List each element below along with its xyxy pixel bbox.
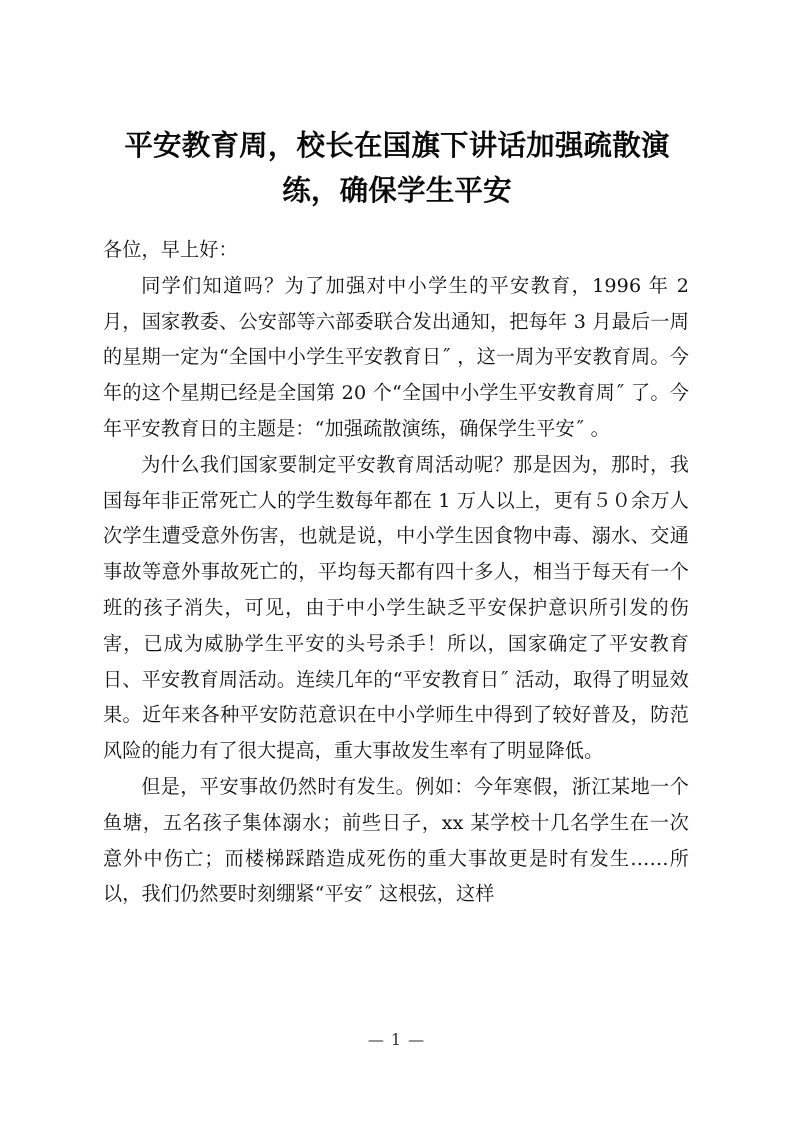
document-body: [103, 232, 689, 912]
paragraph-3: 但是，平安事故仍然时有发生。例如：今年寒假，浙江某地一个鱼塘，五名孩子集体溺水；前些日子，xx 某学校十几名学生在一次意外中伤亡；而楼梯踩踏造成死伤的重大事故更是时有发生……所以，我们仍然要时刻绷紧“平安˝ 这根弦，这样: [103, 774, 689, 906]
page-number-footer: — 1 —: [367, 1030, 426, 1049]
paragraph-2: 为什么我们国家要制定平安教育周活动呢？那是因为，那时，我国每年非正常死亡人的学生数每年都在 1 万人以上，更有５０余万人次学生遭受意外伤害，也就是说，中小学生因食物中毒、溺水、交通事故等意外事故死亡的，平均每天都有四十多人，相当于每天有一个班的孩子消失，可见，由于中小学生缺乏平安保护意识所引发的伤害，已成为威胁学生平安的头号杀手！所以，国家确定了平安教育日、平安教育周活动。连续几年的“平安教育日˝ 活动，取得了明显效果。近年来各种平安防范意识在中小学师生中得到了较好普及，防范风险的能力有了很大提高，重大事故发生率有了明显降低。: [103, 452, 689, 763]
paragraph-greeting: 各位，早上好：: [103, 238, 238, 261]
paragraph-1: 同学们知道吗？为了加强对中小学生的平安教育，1996 年 2 月，国家教委、公安部等六部委联合发出通知，把每年 3 月最后一周的星期一定为“全国中小学生平安教育日˝ ，这一周为平安教育周。今年的这个星期已经是全国第 20 个“全国中小学生平安教育周˝ 了。今年平安教育日的主题是：“加强疏散演练，确保学生平安˝ 。: [103, 273, 689, 440]
page-title: 平安教育周，校长在国旗下讲话加强疏散演练，确保学生平安: [124, 129, 670, 208]
